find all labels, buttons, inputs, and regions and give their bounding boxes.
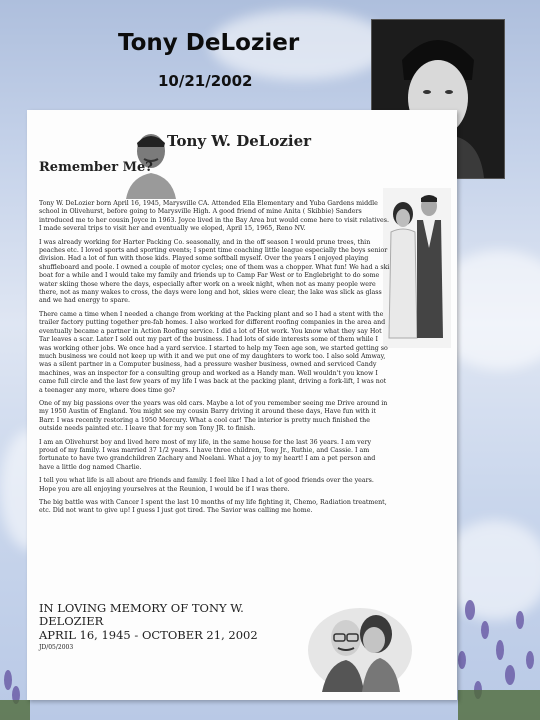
memorial-dates: APRIL 16, 1945 - OCTOBER 21, 2002: [39, 628, 258, 642]
bio-paragraph: There came a time when I needed a change from working at the Packing plant and so I had a stent with the trailer factory putting together pre-fab homes. I also worked for different roofing companies in the area and eventually became a partner in Action Roofing service. I did a lot of Hot work. You know what they say Hot Tar leaves a scar. Later I sold out my part of the business. I had lots of side interests some of them while I was working other jobs. We once had a yard service. I started to help my Teen age son, we started getting so much business we could not keep up with it and we put one of my daughters to work too. I also sold Amway, was a silent partner in a Computer business, had a pressure washer business, owned and serviced Candy machines, was an inspector for a consulting group and worked as a Handy man. Well wouldn't you know I came full circle and the last few years of my life I was back at the packing plant, driving a fork-lift, I was not a teenager any more, where does time go?: [39, 310, 388, 394]
bio-paragraph: Tony W. DeLozier born April 16, 1945, Marysville CA. Attended Ella Elementary and Yuba Gardens middle school in Olivehurst, before going to Marysville High. A good friend of mine Anita ( Skibbie) Sanders introduced me to her cousin Joyce in 1963. Joyce lived in the Bay Area but would come here to visit relatives. I made several trips to visit her and eventually we eloped, April 15, 1965, Reno NV.: [39, 200, 390, 233]
couple-photo: [383, 188, 451, 348]
document-subtitle: Remember Me?: [39, 160, 153, 175]
document-title: Tony W. DeLozier: [167, 132, 312, 150]
memorial-document: [27, 110, 457, 700]
memorial-line: IN LOVING MEMORY OF TONY W. DELOZIER: [39, 601, 244, 628]
header-name: Tony DeLozier: [118, 30, 300, 56]
memorial-footer: [39, 602, 307, 651]
bio-paragraph: I tell you what life is all about are friends and family. I feel like I had a lot of good friends over the years. Hope you are all enjoying yourselves at the Reunion, I would be if I was there.: [39, 477, 374, 493]
bio-paragraph: I am an Olivehurst boy and lived here most of my life, in the same house for the last 36 years. I am very proud of my family. I was married 37 1/2 years. I have three children, Tony Jr., Ruthie, and Cassie. I am fortunate to have two grandchildren Zachary and Noelani. What a joy to my heart! I am a pet person and have a little dog named Charlie.: [39, 438, 376, 471]
header-date: 10/21/2002: [158, 72, 253, 90]
couple-photo-later: [308, 600, 413, 692]
biography-text: [39, 200, 391, 521]
document-initials: JD/05/2003: [39, 644, 74, 651]
bio-paragraph: I was already working for Harter Packing Co. seasonally, and in the off season I would prune trees, thin peaches etc. I loved sports and sporting events; I spent time coaching little league especially the boys senior division. Had a lot of fun with those kids. Played some softball myself. Over the years I enjoyed playing shuffleboard and poole. I owned a couple of motor cycles; one of them was a chopper. What fun! We had a ski boat for a while and I would take my family and friends up to Camp Far West or to Englebright to do some water skiing those where the days, especially after work on a week night, when not as many people were there, not as many wakes to cross, the days were long and hot, skies were clear, the lake was slick as glass and we had energy to spare.: [39, 238, 390, 305]
bio-paragraph: The big battle was with Cancer I spent the last 10 months of my life fighting it, Chemo, Radiation treatment, etc. Did not want to give up! I guess I just got tired. The Savior was calling me home.: [39, 499, 387, 515]
bio-paragraph: One of my big passions over the years was old cars. Maybe a lot of you remember seeing me Drive around in my 1950 Austin of England. You might see my cousin Barry driving it around these days, Have fun with it Barr. I was recently restoring a 1950 Mercury. What a cool car! The interior is pretty much finished the outside needs painted etc. I leave that for my son Tony JR. to finish.: [39, 399, 388, 433]
